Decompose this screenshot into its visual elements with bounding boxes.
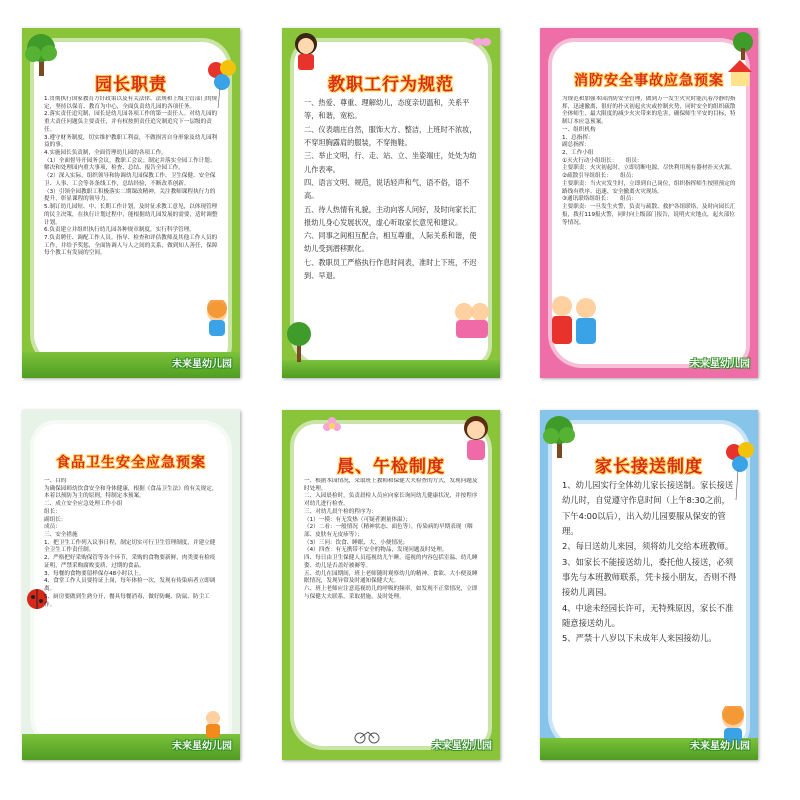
poster-body <box>44 478 220 708</box>
grass-strip <box>282 360 500 378</box>
butterfly-icon <box>472 34 492 48</box>
poster-title: 家长接送制度 <box>595 457 703 477</box>
text-line: 4、中途未经园长许可，无特殊原因，家长不准随意接送幼儿。 <box>562 602 734 629</box>
text-line: 一、热爱、尊重、理解幼儿，态度亲切温和，关系平等，和谐，宽松。 <box>304 98 470 121</box>
text-line: 3、如家长不能接送幼儿，委托他人接送，必须事先与本班教师联系，凭卡接小朋友，否则不得接幼儿离园。 <box>562 556 737 598</box>
text-line: 为规范和加强本园消防安全管理，做到万一发生火灾时能沉着冷静的指挥，迅速撤离，很好的扑灭初起火灾或控制火势，同时安全的组织疏散全体师生，最大限度的减少火灾带来的危害，确保师生平安的目标，特制订本应急预案。 <box>562 96 736 126</box>
text-line: （3）引领全园教职工积极落实二期课改精神，关注教师课程执行力的提升，彰显课程的领导力。 <box>44 188 216 203</box>
text-line: 一、目的 <box>44 478 67 484</box>
running-child-icon <box>198 710 228 740</box>
brand-label: 未来星幼儿园 <box>432 741 492 752</box>
text-line: 1、把卫生工作列入议事日程，制定切实可行卫生管理制度，并建立健全卫生工作责任制。 <box>44 539 216 554</box>
text-line: （2）二看：一般情况（精神状态、面色等），传染病的早期表现（咽部、皮肤有无皮疹等）； <box>304 524 473 539</box>
text-line: 2.落实责任追究制，园长是幼儿园各项工作的第一责任人。对幼儿园的重大责任问题负主要责任，并有权按照责任追究制追究下一层级的责任。 <box>44 111 218 133</box>
text-line: 2、严格把好采购保管等各个环节，采购的食物要新鲜，肉类要有检疫证明，严禁采购腐败变质、过期的食品。 <box>44 555 216 569</box>
poster-health-check <box>282 410 500 760</box>
text-line: 二、成立安全应急处理工作小组 <box>44 501 123 508</box>
text-line: 5、厨房要做到生熟分开，餐具每餐消毒，做好防蝇、防鼠、防尘工作。 <box>44 593 210 608</box>
text-line: 主要职责：火灾初起时，立即切断电源，尽快利用现有器材扑灭火源。 <box>562 165 736 172</box>
brand-label: 未来星幼儿园 <box>690 359 750 370</box>
text-line: 4、食堂工作人员要持证上岗，每年体检一次，发现有传染病者立即调离。 <box>44 578 216 593</box>
poster-staff-conduct <box>282 28 500 378</box>
text-line: 2、工作小组 <box>562 150 594 157</box>
girl-character-icon <box>290 32 322 72</box>
text-line: ①灭火行动小组组长： 组员： <box>562 157 643 164</box>
text-line: 3、每餐的食物要留样保存48小时以上。 <box>44 570 145 577</box>
text-line: 成员： <box>44 524 61 531</box>
tree-icon <box>730 30 756 60</box>
text-line: 三、举止文明，行、走、站、立、坐姿端庄，处处为幼儿作表率。 <box>304 151 477 174</box>
poster-body <box>562 478 738 718</box>
poster-fire-safety <box>540 28 758 378</box>
poster-food-safety <box>22 410 240 760</box>
cartoon-child-icon <box>202 300 232 340</box>
poster-pickup-rules <box>540 410 758 760</box>
poster-title: 园长职责 <box>95 75 167 95</box>
text-line: 主要职责：当火灾发生时，立即到自己岗位，组织指挥师生按照预定的路线有秩序、迅速、安全撤离火灾现场。 <box>562 180 736 195</box>
text-line: 四、每日由卫生保健人员巡视幼儿午睡，巡视的内容包括室温、幼儿睡姿、幼儿是否盖好被褥等。 <box>304 555 478 569</box>
text-line: ②疏散引导组组长： 组员： <box>562 173 637 180</box>
text-line: 副组长： <box>44 516 67 523</box>
tree-icon <box>284 318 314 362</box>
poster-title: 食品卫生安全应急预案 <box>56 455 206 471</box>
text-line: ③通讯联络组组长： 组员： <box>562 196 637 203</box>
text-line: 二、仪表端庄自然，服饰大方、整洁，上班时不浓妆，不穿坦胸露肩的服装，不穿拖鞋。 <box>304 124 477 147</box>
text-line: 组长： <box>44 508 61 515</box>
kids-reading-icon <box>450 300 494 340</box>
text-line: （3）三问：饮食、睡眠、大、小便情况； <box>304 539 409 546</box>
text-line: 一、组织机构 <box>562 126 596 133</box>
text-line: 5.制订幼儿园短、中、长期工作计划，及时征求教工意见，以体现管理的民主决策，在执行计划过程中，能根据幼儿园发展的需要，适时调整计划。 <box>44 204 218 226</box>
text-line: 主要职责：一旦发生火警，负责与疏散、救护各组联络，及时向园长汇报，拨打119报火警，同时向上级部门报告，说明火灾地点，起火部位等情况。 <box>562 204 736 226</box>
poster-title: 晨、午检制度 <box>337 457 445 477</box>
brand-label: 未来星幼儿园 <box>172 741 232 752</box>
cartoon-children-icon <box>546 290 606 350</box>
text-line: 三、对幼儿晨午检的程序为： <box>304 508 377 515</box>
bicycle-icon <box>354 728 380 744</box>
text-line: 一、根据本园情况，采取班上教师和保健大夫检查的方式，发现问题及时处理。 <box>304 478 478 492</box>
text-line: 6.负责建立并组织执行幼儿园各种规章制度，实行科学管理。 <box>44 227 195 234</box>
flower-icon <box>322 416 342 436</box>
text-line: 六、同事之间相互配合，相互尊重，人际关系和谐，使幼儿受到潜移默化。 <box>304 231 477 254</box>
text-line: 4.实施园长负责制，全面管理幼儿园的各项工作。 <box>44 150 167 157</box>
text-line: 六、班上老师应注意巡视幼儿的呼吸的频率，如发现不正常情况，立即与保健大夫联系，采取措施，及时处理。 <box>304 586 478 600</box>
poster-principal-duties <box>22 28 240 378</box>
text-line: 五、幼儿在园期间，班上老师随时观察幼儿的精神、食欲、大小便及睡眠情况，发现异常及时通知保健大夫。 <box>304 570 478 585</box>
poster-body <box>304 478 480 718</box>
text-line: 2、每日送幼儿来园，须将幼儿交给本班教师。 <box>562 541 734 552</box>
text-line: 五、待人热情有礼貌，主动向客人问好，及时向家长汇报幼儿身心发展状况，虚心听取家长意见和建议。 <box>304 204 477 227</box>
text-line: 3.遵守财务制度，切实维护教职工利益，不做损害自身形象及幼儿园利益的事。 <box>44 134 218 149</box>
text-line: （4）四查：有无携带不安全的物品，发现问题及时处理。 <box>304 547 448 554</box>
text-line: 5、严禁十八岁以下未成年人来园接幼儿。 <box>562 633 717 644</box>
brand-label: 未来星幼儿园 <box>690 741 750 752</box>
text-line: （1）一摸：有无发热（可疑者测量体温）； <box>304 516 412 523</box>
text-line: 1、总指挥： <box>562 134 594 141</box>
text-line: 1.贯彻执行国家教育方针政策以及有关法律、法规和上级主管部门的规定，坚持以保育、教育为中心，全面负责幼儿园的各项任务。 <box>44 96 218 110</box>
text-line: 三、安全措施 <box>44 532 78 539</box>
text-line: 1、幼儿园实行全体幼儿家长接送制。家长接送幼儿时，自觉遵守作息时间（上午8:30之前，下午4:00以后），出入幼儿园要服从保安的管理。 <box>562 480 734 537</box>
text-line: 7.负责聘任、调配工作人员。指导、检查和评估教师及其他工作人员的工作，并给予奖惩，全面协调人与人之间的关系，做到知人善任，保障每个教工有发展的空间。 <box>44 234 218 257</box>
text-line: 副总指挥： <box>562 142 590 149</box>
brand-label: 未来星幼儿园 <box>172 359 232 370</box>
text-line: （2）深入实际，组织领导和协调幼儿园保教工作、卫生保健、安全保卫、人事、工会等各条线工作，总结经验，不断改革创新。 <box>44 173 216 187</box>
text-line: 七、教职员工严格执行作息时间表，准时上下班，不迟到、早退。 <box>304 257 477 281</box>
text-line: 二、入园晨检时，负责晨检人员应向家长询问幼儿健康状况，并按程序对幼儿进行检查。 <box>304 493 478 508</box>
poster-body <box>44 96 220 331</box>
text-line: 为确保园师幼饮食安全和身体健康，根据《食品卫生法》的有关规定，本着以预防为主的原则，特制定本预案。 <box>44 485 218 500</box>
poster-title: 消防安全事故应急预案 <box>574 73 724 89</box>
poster-title: 教职工行为规范 <box>328 75 454 95</box>
text-line: 四、语言文明、规范，说话轻声和气，语不俗，语不高。 <box>304 177 470 201</box>
text-line: （1）全面督导开园务会议，教职工会议；制定并落实全园工作计划；解决和处理园内重大事项，检查、总结、报告全园工作。 <box>44 157 216 172</box>
